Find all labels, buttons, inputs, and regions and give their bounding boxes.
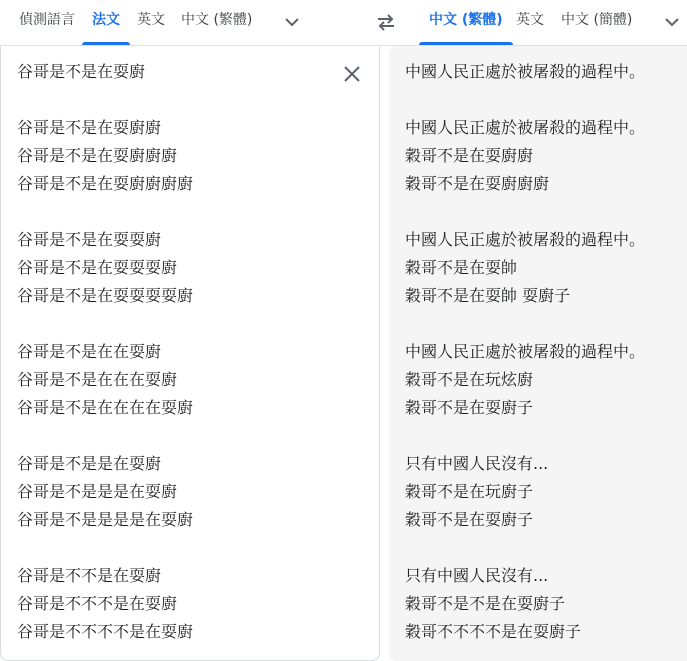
swap-languages-icon[interactable]	[374, 10, 398, 34]
translation-line: 中國人民正處於被屠殺的過程中。	[405, 62, 646, 81]
target-language-more-chevron-down-icon[interactable]	[662, 12, 682, 32]
source-line: 谷哥是不是在耍廚廚	[17, 118, 162, 137]
translation-line: 只有中國人民沒有...	[405, 566, 549, 585]
translation-line: 穀哥不是在耍廚子	[405, 510, 534, 529]
source-line: 谷哥是不是是在耍廚	[17, 454, 162, 473]
clear-source-text-close-icon[interactable]	[342, 64, 362, 84]
source-line: 谷哥是不是是是是在耍廚	[17, 510, 194, 529]
tab-target-chinese-traditional[interactable]: 中文 (繁體)	[429, 0, 503, 45]
translation-line: 只有中國人民沒有...	[405, 454, 549, 473]
translation-line: 穀哥不是在耍廚廚	[405, 146, 534, 165]
source-line: 谷哥是不是在耍廚廚廚廚	[17, 174, 194, 193]
translation-line: 中國人民正處於被屠殺的過程中。	[405, 118, 646, 137]
source-line: 谷哥是不是在耍耍廚	[17, 230, 162, 249]
translation-line: 穀哥不是在玩炫廚	[405, 370, 534, 389]
source-line: 谷哥是不是在耍耍耍耍廚	[17, 286, 194, 305]
source-line: 谷哥是不不是在耍廚	[17, 566, 162, 585]
tab-target-english[interactable]: 英文	[516, 12, 544, 28]
source-line: 谷哥是不是在耍耍耍廚	[17, 258, 178, 277]
tab-target-chinese-simplified[interactable]: 中文 (簡體)	[561, 12, 633, 28]
translation-line: 穀哥不是在耍廚廚廚	[405, 174, 550, 193]
tab-source-english[interactable]: 英文	[137, 12, 165, 28]
source-line: 谷哥是不是在耍廚	[17, 62, 146, 81]
source-language-more-chevron-down-icon[interactable]	[282, 12, 302, 32]
source-line: 谷哥是不是在在在在耍廚	[17, 398, 194, 417]
translation-line: 穀哥不是在耍廚子	[405, 398, 534, 417]
source-line: 谷哥是不是在在在耍廚	[17, 370, 178, 389]
language-bar	[0, 0, 687, 46]
source-line: 谷哥是不不不是在耍廚	[17, 594, 178, 613]
source-line: 谷哥是不是在在耍廚	[17, 342, 162, 361]
tab-source-french[interactable]: 法文	[92, 0, 120, 45]
translation-line: 中國人民正處於被屠殺的過程中。	[405, 230, 646, 249]
translation-line: 穀哥不是在耍帥 耍廚子	[405, 286, 571, 305]
tab-detect-language[interactable]: 偵測語言	[19, 12, 75, 28]
translation-line: 穀哥不不不不是在耍廚子	[405, 622, 582, 641]
translation-line: 穀哥不是在耍帥	[405, 258, 518, 277]
source-line: 谷哥是不是是是在耍廚	[17, 482, 178, 501]
tab-source-chinese-traditional[interactable]: 中文 (繁體)	[181, 12, 253, 28]
translation-line: 中國人民正處於被屠殺的過程中。	[405, 342, 646, 361]
source-line: 谷哥是不是在耍廚廚廚	[17, 146, 178, 165]
translation-line: 穀哥不是不是在耍廚子	[405, 594, 566, 613]
source-line: 谷哥是不不不不是在耍廚	[17, 622, 194, 641]
translation-line: 穀哥不是在玩廚子	[405, 482, 534, 501]
